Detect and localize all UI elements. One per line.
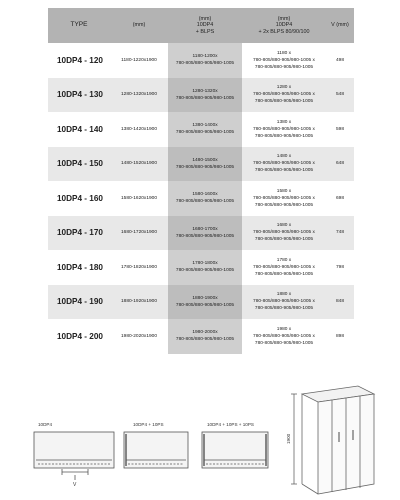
cell-blps xyxy=(168,112,242,147)
cell-blps-blps-2: 780-805/880-905/980-1005 xyxy=(175,268,235,274)
dim-height-label: 1900 xyxy=(286,433,291,444)
cell-dimensions xyxy=(110,250,168,285)
header-type: TYPE xyxy=(70,21,88,29)
cell-model-model: 10DP4 - 160 xyxy=(57,193,103,203)
cell-volume-v: 648 xyxy=(335,161,344,167)
cell-volume xyxy=(326,181,354,216)
cell-dual-blps-dual-2: 780-805/880-905/980-1005 x xyxy=(253,230,315,236)
cell-dimensions xyxy=(110,319,168,354)
cell-blps xyxy=(168,216,242,251)
cell-volume-v: 748 xyxy=(335,230,344,236)
table-row xyxy=(48,112,354,147)
cell-dual-blps-dual-1: 1580 x xyxy=(276,188,292,194)
table-row xyxy=(48,181,354,216)
cell-blps xyxy=(168,319,242,354)
cell-blps xyxy=(168,285,242,320)
cell-model xyxy=(48,78,110,113)
cell-blps-blps-1: 1680-1700x xyxy=(192,226,218,232)
cell-dual-blps-dual-1: 1780 x xyxy=(276,257,292,263)
cell-dual-blps-dual-2: 780-805/880-905/980-1005 x xyxy=(253,161,315,167)
cell-model xyxy=(48,216,110,251)
cell-volume-v: 498 xyxy=(335,57,344,63)
header-dual-unit: (mm) xyxy=(277,15,291,22)
cell-dimensions-dims: 1880-1920x1900 xyxy=(120,299,157,305)
cell-model xyxy=(48,181,110,216)
installation-diagrams xyxy=(0,372,400,500)
header-dual xyxy=(242,8,326,43)
cell-volume xyxy=(326,78,354,113)
cell-blps-blps-1: 1580-1600x xyxy=(192,192,218,198)
cell-blps xyxy=(168,43,242,78)
cell-dual-blps-dual-1: 1680 x xyxy=(276,223,292,229)
cell-dual-blps xyxy=(242,112,326,147)
door-3d-diagram xyxy=(291,386,374,494)
cell-volume-v: 598 xyxy=(335,126,344,132)
cell-dual-blps xyxy=(242,78,326,113)
cell-model xyxy=(48,250,110,285)
cell-dimensions-dims: 1180-1220x1900 xyxy=(121,57,157,63)
cell-dimensions xyxy=(110,78,168,113)
cell-dimensions xyxy=(110,216,168,251)
cell-dimensions xyxy=(110,147,168,182)
dim-v-label: V xyxy=(73,482,77,488)
cell-model xyxy=(48,43,110,78)
cell-dual-blps-dual-1: 1980 x xyxy=(276,326,292,332)
cell-blps-blps-1: 1280-1320x xyxy=(192,88,218,94)
cell-dual-blps xyxy=(242,216,326,251)
cell-blps xyxy=(168,181,242,216)
cell-dimensions-dims: 1680-1720x1900 xyxy=(120,230,157,236)
cell-model-model: 10DP4 - 200 xyxy=(57,331,103,341)
cell-dual-blps-dual-1: 1380 x xyxy=(276,119,292,125)
cell-dual-blps xyxy=(242,181,326,216)
cell-blps-blps-2: 780-805/880-905/980-1005 xyxy=(175,130,235,136)
table-row xyxy=(48,147,354,182)
cell-dual-blps-dual-2: 780-805/880-905/980-1005 x xyxy=(253,92,315,98)
cell-volume xyxy=(326,147,354,182)
cell-blps-blps-1: 1980-2000x xyxy=(192,330,218,336)
plan-diagram-10dp4-10ps xyxy=(124,432,188,468)
cell-model-model: 10DP4 - 180 xyxy=(57,262,103,272)
cell-model xyxy=(48,147,110,182)
header-blps-unit: (mm) xyxy=(198,15,212,22)
cell-dimensions xyxy=(110,285,168,320)
table-row xyxy=(48,216,354,251)
table-row xyxy=(48,78,354,113)
cell-volume-v: 798 xyxy=(335,264,344,270)
cell-blps-blps-1: 1180-1200x xyxy=(192,54,218,60)
header-width: (mm) xyxy=(132,22,146,29)
cell-dual-blps-dual-2: 780-805/880-905/980-1005 x xyxy=(253,195,315,201)
cell-volume-v: 848 xyxy=(335,299,344,305)
cell-blps-blps-2: 780-805/880-905/980-1005 xyxy=(175,337,235,343)
cell-dual-blps xyxy=(242,285,326,320)
table-row xyxy=(48,250,354,285)
cell-blps xyxy=(168,147,242,182)
cell-dimensions xyxy=(110,112,168,147)
cell-dimensions-dims: 1980-2020x1900 xyxy=(120,333,157,339)
cell-dual-blps-dual-1: 1280 x xyxy=(276,85,292,91)
cell-dimensions-dims: 1280-1320x1900 xyxy=(120,92,157,98)
cell-dual-blps-dual-3: 780-805/880-905/980-1005 xyxy=(254,64,314,70)
cell-volume-v: 898 xyxy=(335,333,344,339)
cell-blps-blps-2: 780-805/880-905/980-1005 xyxy=(175,302,235,308)
cell-model-model: 10DP4 - 120 xyxy=(57,55,103,65)
header-dual-model: 10DP4 xyxy=(275,22,293,29)
cell-dual-blps-dual-2: 780-805/880-905/980-1005 x xyxy=(253,333,315,339)
cell-volume-v: 698 xyxy=(335,195,344,201)
cell-dimensions xyxy=(110,181,168,216)
header-blps-model: 10DP4 xyxy=(196,22,214,29)
cell-dual-blps-dual-2: 780-805/880-905/980-1005 x xyxy=(253,299,315,305)
cell-model xyxy=(48,285,110,320)
cell-dual-blps-dual-3: 780-805/880-905/980-1005 xyxy=(254,306,314,312)
cell-dimensions-dims: 1780-1820x1900 xyxy=(120,264,157,270)
cell-dimensions xyxy=(110,43,168,78)
cell-dual-blps-dual-3: 780-805/880-905/980-1005 xyxy=(254,99,314,105)
cell-dual-blps-dual-1: 1180 x xyxy=(276,50,292,56)
cell-model xyxy=(48,112,110,147)
cell-volume-v: 548 xyxy=(335,92,344,98)
cell-dual-blps-dual-3: 780-805/880-905/980-1005 xyxy=(254,340,314,346)
cell-dual-blps-dual-3: 780-805/880-905/980-1005 xyxy=(254,168,314,174)
cell-volume xyxy=(326,216,354,251)
cell-model xyxy=(48,319,110,354)
cell-blps xyxy=(168,78,242,113)
cell-blps xyxy=(168,250,242,285)
cell-model-model: 10DP4 - 170 xyxy=(57,228,103,238)
cell-dual-blps xyxy=(242,147,326,182)
cell-dual-blps-dual-3: 780-805/880-905/980-1005 xyxy=(254,237,314,243)
plan-diagram-10dp4-10ps-10ps xyxy=(202,432,268,468)
spec-table xyxy=(48,8,354,354)
cell-volume xyxy=(326,112,354,147)
header-blps xyxy=(168,8,242,43)
cell-blps-blps-1: 1780-1800x xyxy=(192,261,218,267)
cell-blps-blps-2: 780-805/880-905/980-1005 xyxy=(175,164,235,170)
cell-dual-blps-dual-1: 1480 x xyxy=(276,154,292,160)
cell-dual-blps-dual-3: 780-805/880-905/980-1005 xyxy=(254,202,314,208)
cell-dual-blps-dual-3: 780-805/880-905/980-1005 xyxy=(254,271,314,277)
cell-dual-blps-dual-2: 780-805/880-905/980-1005 x xyxy=(253,264,315,270)
cell-dual-blps-dual-2: 780-805/880-905/980-1005 x xyxy=(253,57,315,63)
diagram-label-10dp4-10ps: 10DP4 + 10PS xyxy=(133,422,164,427)
cell-blps-blps-1: 1480-1500x xyxy=(192,157,218,163)
table-row xyxy=(48,319,354,354)
cell-dimensions-dims: 1580-1620x1900 xyxy=(120,195,157,201)
cell-dual-blps xyxy=(242,250,326,285)
cell-volume xyxy=(326,319,354,354)
cell-model-model: 10DP4 - 140 xyxy=(57,124,103,134)
cell-dual-blps xyxy=(242,43,326,78)
diagram-label-10dp4: 10DP4 xyxy=(38,422,53,427)
header-blps-extra: + BLPS xyxy=(195,28,215,35)
cell-blps-blps-2: 780-805/880-905/980-1005 xyxy=(175,61,235,67)
cell-dual-blps-dual-3: 780-805/880-905/980-1005 xyxy=(254,133,314,139)
cell-volume xyxy=(326,285,354,320)
table-row xyxy=(48,43,354,78)
cell-dimensions-dims: 1480-1520x1900 xyxy=(120,161,157,167)
cell-model-model: 10DP4 - 150 xyxy=(57,159,103,169)
table-body xyxy=(48,43,354,354)
cell-blps-blps-2: 780-805/880-905/980-1005 xyxy=(175,199,235,205)
table-row xyxy=(48,285,354,320)
cell-dual-blps xyxy=(242,319,326,354)
diagram-label-10dp4-10ps-10ps: 10DP4 + 10PS + 10PS xyxy=(207,422,254,427)
cell-blps-blps-1: 1880-1900x xyxy=(192,295,218,301)
diagram-drawings xyxy=(0,372,400,500)
cell-volume xyxy=(326,250,354,285)
cell-blps-blps-2: 780-805/880-905/980-1005 xyxy=(175,95,235,101)
cell-blps-blps-2: 780-805/880-905/980-1005 xyxy=(175,233,235,239)
plan-diagram-10dp4 xyxy=(34,432,114,480)
cell-dual-blps-dual-1: 1880 x xyxy=(276,292,292,298)
cell-model-model: 10DP4 - 130 xyxy=(57,90,103,100)
cell-blps-blps-1: 1380-1400x xyxy=(192,123,218,129)
cell-volume xyxy=(326,43,354,78)
cell-dual-blps-dual-2: 780-805/880-905/980-1005 x xyxy=(253,126,315,132)
cell-dimensions-dims: 1380-1420x1900 xyxy=(120,126,157,132)
table-header-row xyxy=(48,8,354,43)
header-volume: V (mm) xyxy=(331,22,349,29)
header-dual-extra: + 2x BLPS 80/90/100 xyxy=(258,28,310,35)
cell-model-model: 10DP4 - 190 xyxy=(57,297,103,307)
